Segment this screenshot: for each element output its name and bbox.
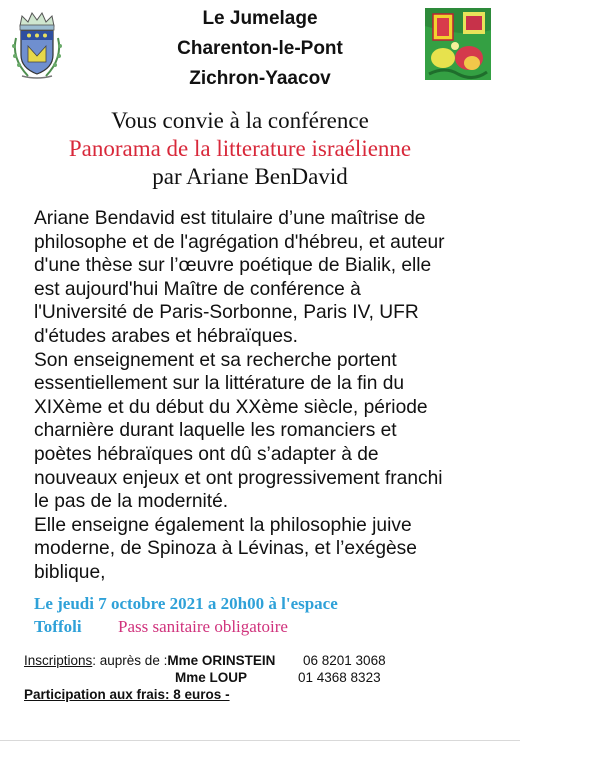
body-line: philosophe et de l'agrégation d'hébreu, et auteur — [34, 231, 445, 253]
header-title-line-1: Le Jumelage — [202, 8, 318, 29]
inscriptions-line-1 — [24, 653, 275, 668]
contact-1-phone: 06 8201 3068 — [303, 653, 386, 668]
body-line: moderne, de Spinoza à Lévinas, et l’exégèse — [34, 538, 417, 560]
body-line: d'études arabes et hébraïques. — [34, 325, 298, 347]
body-line: Elle enseigne également la philosophie juive — [34, 514, 412, 536]
inscriptions-prefix: : auprès de : — [92, 653, 168, 668]
body-line: poètes hébraïques ont dû s’adapter à de — [34, 443, 379, 465]
header-title-line-3: Zichron-Yaacov — [189, 68, 331, 89]
speaker-line: par Ariane BenDavid — [152, 164, 348, 189]
contact-2-name: Mme LOUP — [175, 670, 248, 685]
invitation-intro: Vous convie à la conférence — [111, 108, 369, 133]
contact-2-phone: 01 4368 8323 — [298, 670, 381, 685]
body-line: biblique, — [34, 561, 106, 583]
body-line: charnière durant laquelle les romanciers et — [34, 420, 397, 442]
body-line: nouveaux enjeux et ont progressivement franchi — [34, 467, 443, 489]
body-line: essentiellement sur la littérature de la fin du — [34, 373, 405, 395]
event-venue: Toffoli — [34, 617, 82, 636]
body-line: d'une thèse sur l’œuvre poétique de Bialik, elle — [34, 255, 432, 277]
biography-text — [34, 207, 524, 585]
body-line: l'Université de Paris-Sorbonne, Paris IV, UFR — [34, 302, 419, 324]
body-line: est aujourd'hui Maître de conférence à — [34, 278, 361, 300]
header-title-line-2: Charenton-le-Pont — [177, 38, 343, 59]
participation-fees: Participation aux frais: 8 euros - — [24, 687, 230, 702]
body-line: Ariane Bendavid est titulaire d’une maîtrise de — [34, 208, 426, 229]
body-line: le pas de la modernité. — [34, 491, 229, 513]
conference-title: Panorama de la litterature israélienne — [68, 136, 412, 161]
charenton-coat-of-arms-logo — [8, 10, 66, 82]
pass-sanitaire-notice: Pass sanitaire obligatoire — [118, 617, 288, 636]
body-line: Son enseignement et sa recherche portent — [34, 349, 397, 371]
event-date-line: Le jeudi 7 octobre 2021 a 20h00 à l'espace — [34, 594, 338, 613]
zichron-yaacov-emblem-logo — [425, 8, 491, 80]
contact-1-name: Mme ORINSTEIN — [167, 653, 276, 668]
body-line: XIXème et du début du XXème siècle, période — [34, 396, 428, 418]
scan-divider — [0, 740, 520, 741]
inscriptions-label: Inscriptions — [24, 653, 93, 668]
